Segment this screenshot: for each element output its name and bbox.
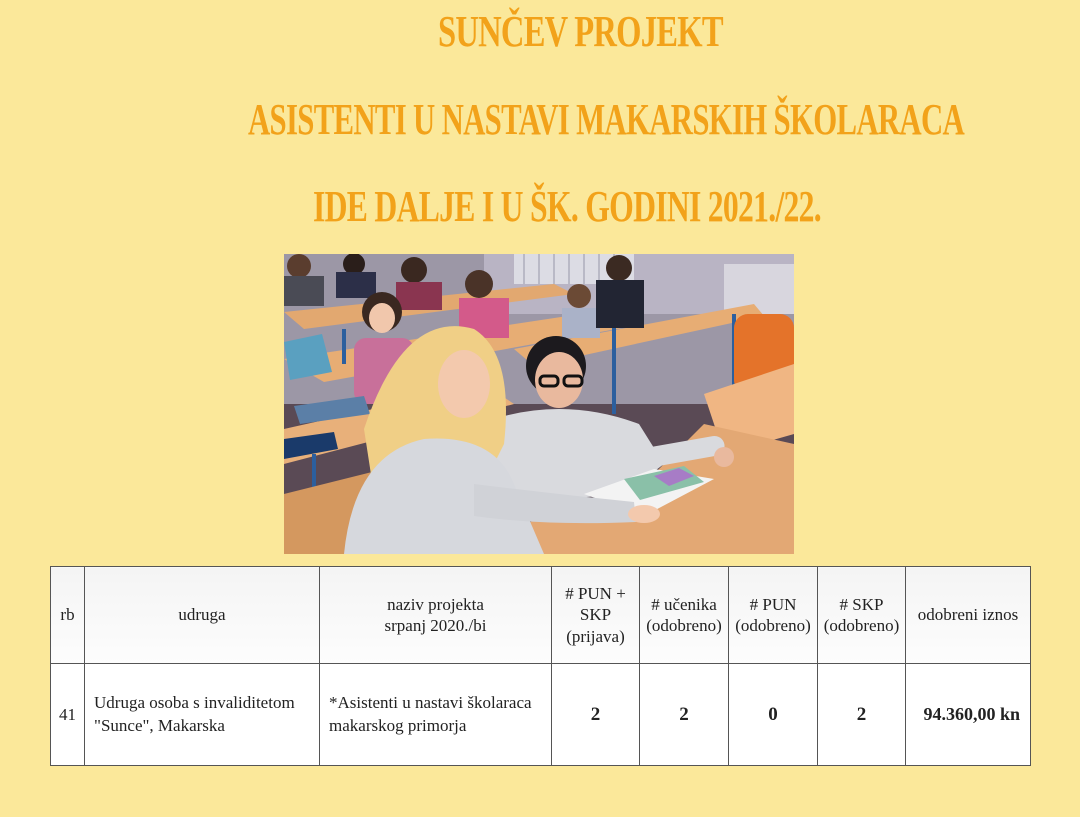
- cell-ucenika: 2: [640, 664, 729, 766]
- cell-udruga: Udruga osoba s invaliditetom "Sunce", Makarska: [85, 664, 320, 766]
- table-header-row: [51, 567, 1031, 664]
- header-udruga: udruga: [85, 567, 320, 664]
- classroom-photo: [284, 254, 794, 554]
- header-rb: rb: [51, 567, 85, 664]
- header-pun-skp-prijava: # PUN + SKP (prijava): [552, 567, 640, 664]
- title-line-2: ASISTENTI U NASTAVI MAKARSKIH ŠKOLARACA: [248, 95, 965, 144]
- cell-skp: 2: [818, 664, 906, 766]
- header-ucenika: # učenika (odobreno): [640, 567, 729, 664]
- title-line-1: SUNČEV PROJEKT: [438, 7, 723, 56]
- cell-odobreni-iznos: 94.360,00 kn: [906, 664, 1031, 766]
- title-line-3: IDE DALJE I U ŠK. GODINI 2021./22.: [313, 182, 822, 231]
- table-row: [51, 664, 1031, 766]
- cell-naziv-projekta: *Asistenti u nastavi školaraca makarskog primorja: [320, 664, 552, 766]
- cell-pun-skp: 2: [552, 664, 640, 766]
- cell-pun: 0: [729, 664, 818, 766]
- header-odobreni-iznos: odobreni iznos: [906, 567, 1031, 664]
- header-pun: # PUN (odobreno): [729, 567, 818, 664]
- grant-table-grid: [50, 566, 1031, 766]
- cell-rb: 41: [51, 664, 85, 766]
- header-skp: # SKP (odobreno): [818, 567, 906, 664]
- header-naziv-projekta: naziv projekta srpanj 2020./bi: [320, 567, 552, 664]
- grant-table: [50, 566, 1030, 765]
